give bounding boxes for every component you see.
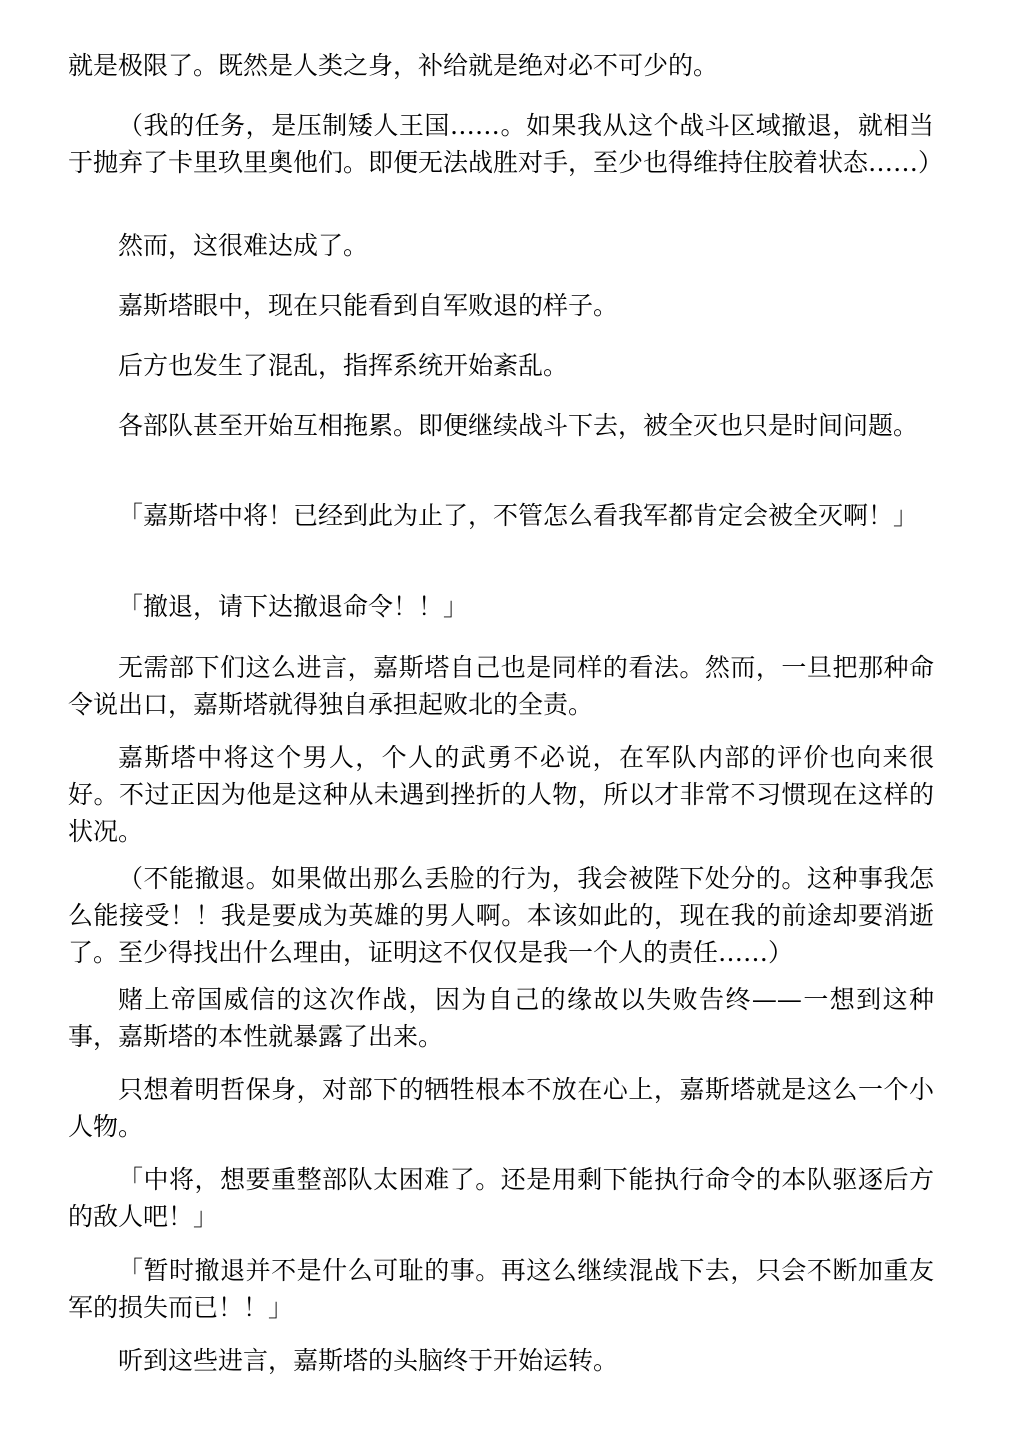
paragraph-12: 赌上帝国威信的这次作战，因为自己的缘故以失败告终——一想到这种事，嘉斯塔的本性就暴露了出来。: [68, 985, 934, 1051]
paragraph-14: 「中将，想要重整部队太困难了。还是用剩下能执行命令的本队驱逐后方的敌人吧！」: [68, 1165, 934, 1231]
paragraph-13: 只想着明哲保身，对部下的牺牲根本不放在心上，嘉斯塔就是这么一个小人物。: [68, 1075, 934, 1141]
paragraph-10: 嘉斯塔中将这个男人，个人的武勇不必说，在军队内部的评价也向来很好。不过正因为他是这种从未遇到挫折的人物，所以才非常不习惯现在这样的状况。: [68, 743, 934, 846]
paragraph-15: 「暂时撤退并不是什么可耻的事。再这么继续混战下去，只会不断加重友军的损失而已！！」: [68, 1256, 934, 1322]
paragraph-6: 各部队甚至开始互相拖累。即便继续战斗下去，被全灭也只是时间问题。: [118, 411, 919, 440]
paragraph-3: 然而，这很难达成了。: [118, 231, 369, 260]
paragraph-2: （我的任务，是压制矮人王国……。如果我从这个战斗区域撤退，就相当于抛弃了卡里玖里奥他们。即便无法战胜对手，至少也得维持住胶着状态……）: [68, 111, 944, 177]
paragraph-1: 就是极限了。既然是人类之身，补给就是绝对必不可少的。: [68, 51, 719, 80]
paragraph-5: 后方也发生了混乱，指挥系统开始紊乱。: [118, 351, 569, 380]
paragraph-16: 听到这些进言，嘉斯塔的头脑终于开始运转。: [118, 1346, 619, 1375]
paragraph-4: 嘉斯塔眼中，现在只能看到自军败退的样子。: [118, 291, 619, 320]
paragraph-11: （不能撤退。如果做出那么丢脸的行为，我会被陛下处分的。这种事我怎么能接受！！我是要成为英雄的男人啊。本该如此的，现在我的前途却要消逝了。至少得找出什么理由，证明这不仅仅是我一个人的责任……）: [68, 864, 934, 967]
paragraph-8: 「撤退，请下达撤退命令！！」: [118, 592, 469, 621]
paragraph-9: 无需部下们这么进言，嘉斯塔自己也是同样的看法。然而，一旦把那种命令说出口，嘉斯塔就得独自承担起败北的全责。: [68, 653, 934, 719]
paragraph-7: 「嘉斯塔中将！已经到此为止了，不管怎么看我军都肯定会被全灭啊！」: [118, 501, 919, 530]
